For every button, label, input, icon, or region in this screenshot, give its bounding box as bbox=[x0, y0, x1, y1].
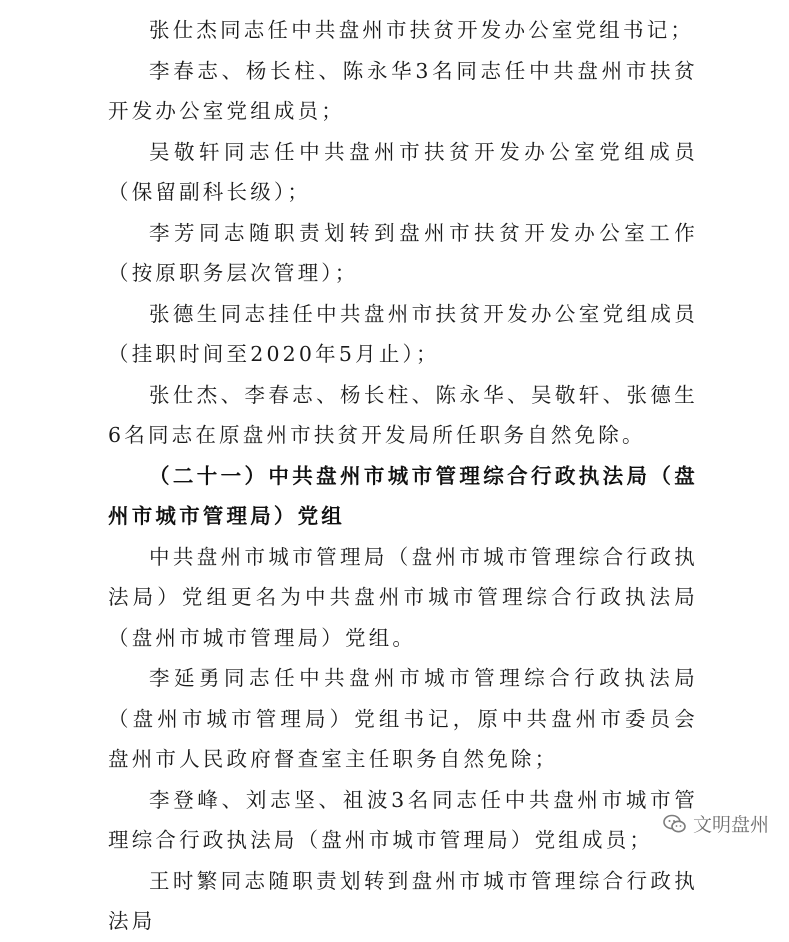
paragraph: 李芳同志随职责划转到盘州市扶贫开发办公室工作（按原职务层次管理）； bbox=[108, 220, 698, 285]
paragraph: 李延勇同志任中共盘州市城市管理综合行政执法局（盘州市城市管理局）党组书记，原中共盘州市委员会盘州市人民政府督查室主任职务自然免除； bbox=[108, 666, 698, 771]
paragraph: 中共盘州市城市管理局（盘州市城市管理综合行政执法局）党组更名为中共盘州市城市管理综合行政执法局（盘州市城市管理局）党组。 bbox=[108, 544, 698, 650]
watermark bbox=[663, 810, 769, 837]
wechat-icon bbox=[663, 813, 687, 835]
paragraph: 张仕杰同志任中共盘州市扶贫开发办公室党组书记； bbox=[149, 18, 695, 42]
paragraph: 李登峰、刘志坚、祖波3名同志任中共盘州市城市管理综合行政执法局（盘州市城市管理局）党组成员； bbox=[108, 787, 698, 852]
paragraph: 王时繁同志随职责划转到盘州市城市管理综合行政执法局 bbox=[108, 868, 698, 933]
paragraph: 张仕杰、李春志、杨长柱、陈永华、吴敬轩、张德生6名同志在原盘州市扶贫开发局所任职务自然免除。 bbox=[108, 382, 698, 447]
watermark-text: 文明盘州 bbox=[692, 814, 769, 836]
paragraph: 李春志、杨长柱、陈永华3名同志任中共盘州市扶贫开发办公室党组成员； bbox=[108, 58, 698, 123]
document-body bbox=[108, 10, 698, 942]
section-heading: （二十一）中共盘州市城市管理综合行政执法局（盘州市城市管理局）党组 bbox=[108, 463, 698, 528]
paragraph: 张德生同志挂任中共盘州市扶贫开发办公室党组成员（挂职时间至2020年5月止）； bbox=[108, 301, 698, 366]
paragraph: 吴敬轩同志任中共盘州市扶贫开发办公室党组成员（保留副科长级）； bbox=[108, 139, 698, 204]
